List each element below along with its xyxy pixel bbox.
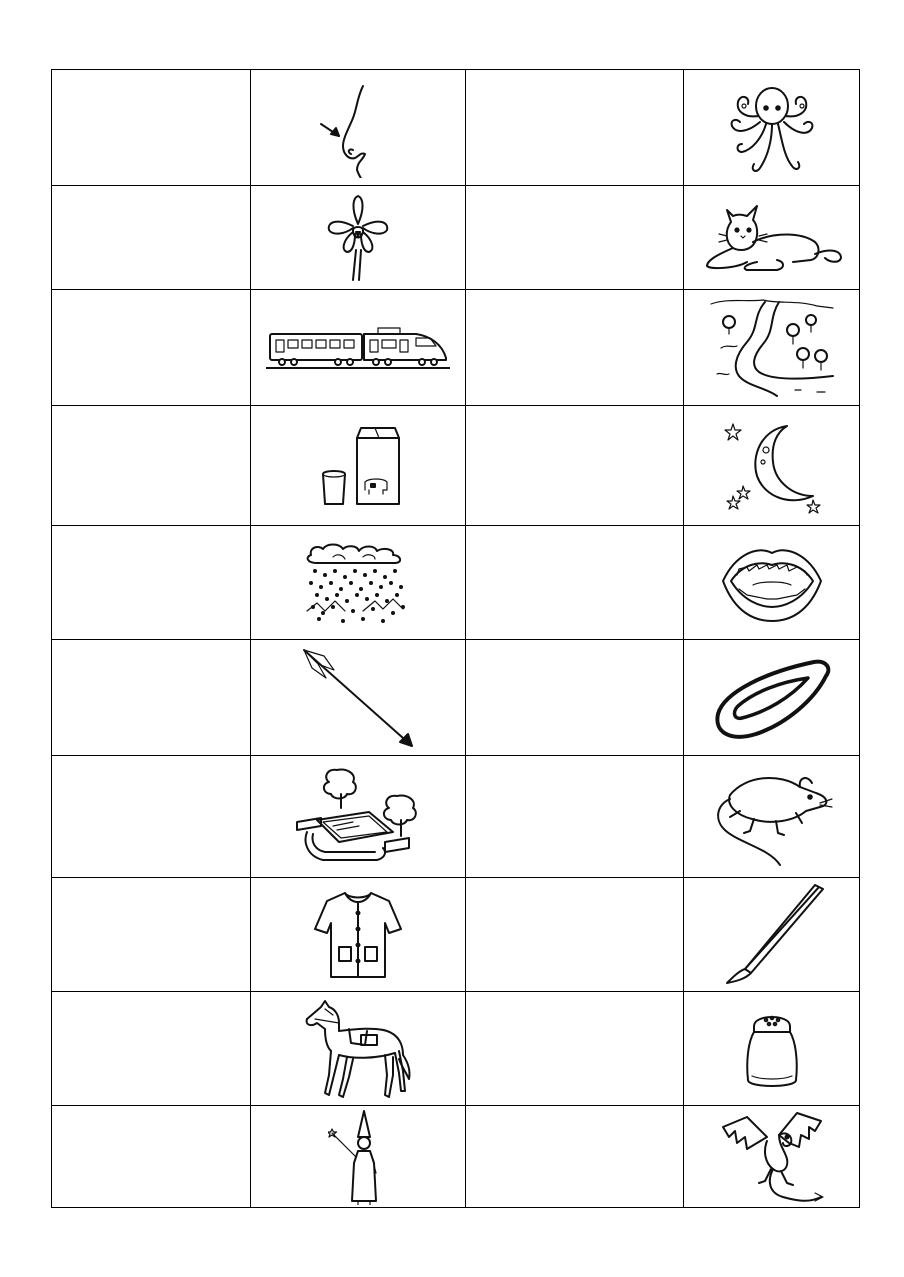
answer-cell[interactable] — [52, 1106, 251, 1208]
smock-icon — [313, 889, 403, 981]
answer-cell[interactable] — [466, 70, 684, 186]
picture-cell — [251, 756, 466, 878]
picture-cell — [684, 526, 860, 640]
table-row — [52, 992, 860, 1106]
picture-cell — [684, 1106, 860, 1208]
answer-cell[interactable] — [52, 878, 251, 992]
table-row — [52, 756, 860, 878]
picture-cell — [251, 992, 466, 1106]
table-row — [52, 1106, 860, 1208]
answer-cell[interactable] — [52, 756, 251, 878]
answer-cell[interactable] — [466, 186, 684, 290]
answer-cell[interactable] — [466, 406, 684, 526]
fairy-icon — [328, 1109, 388, 1205]
arrow-icon — [298, 646, 418, 750]
picture-cell — [251, 526, 466, 640]
mouth-icon — [717, 541, 827, 625]
table-row — [52, 878, 860, 992]
answer-cell[interactable] — [52, 526, 251, 640]
moon-icon — [717, 416, 827, 516]
orchid-icon — [323, 194, 393, 282]
answer-cell[interactable] — [52, 640, 251, 756]
answer-cell[interactable] — [466, 756, 684, 878]
rat-icon — [710, 765, 834, 869]
nose-icon — [313, 78, 403, 178]
picture-cell — [251, 640, 466, 756]
picture-cell — [684, 756, 860, 878]
train-icon — [266, 324, 450, 372]
horse-icon — [303, 999, 413, 1099]
answer-cell[interactable] — [466, 290, 684, 406]
picture-cell — [684, 186, 860, 290]
picture-cell — [251, 186, 466, 290]
table-row — [52, 186, 860, 290]
salt-shaker-icon — [742, 1006, 802, 1092]
cat-icon — [697, 202, 847, 274]
snow-icon — [303, 541, 413, 625]
picture-cell — [251, 70, 466, 186]
answer-cell[interactable] — [52, 992, 251, 1106]
picture-cell — [684, 70, 860, 186]
table-row — [52, 406, 860, 526]
picture-cell — [251, 406, 466, 526]
picture-cell — [251, 878, 466, 992]
answer-cell[interactable] — [466, 640, 684, 756]
picture-cell — [684, 878, 860, 992]
park-icon — [293, 762, 423, 872]
answer-cell[interactable] — [52, 70, 251, 186]
answer-cell[interactable] — [466, 526, 684, 640]
picture-cell — [251, 1106, 466, 1208]
worksheet-table — [51, 69, 860, 1208]
papaya-icon — [710, 654, 834, 742]
table-row — [52, 70, 860, 186]
answer-cell[interactable] — [52, 186, 251, 290]
picture-cell — [684, 992, 860, 1106]
picture-cell — [251, 290, 466, 406]
picture-cell — [684, 406, 860, 526]
octopus-icon — [722, 78, 822, 178]
dragon-icon — [717, 1107, 827, 1207]
answer-cell[interactable] — [466, 878, 684, 992]
picture-cell — [684, 290, 860, 406]
picture-cell — [684, 640, 860, 756]
table-row — [52, 526, 860, 640]
river-icon — [707, 296, 837, 400]
answer-cell[interactable] — [52, 406, 251, 526]
answer-cell[interactable] — [52, 290, 251, 406]
brush-icon — [717, 883, 827, 987]
answer-cell[interactable] — [466, 992, 684, 1106]
table-row — [52, 640, 860, 756]
answer-cell[interactable] — [466, 1106, 684, 1208]
milk-icon — [313, 424, 403, 508]
table-row — [52, 290, 860, 406]
